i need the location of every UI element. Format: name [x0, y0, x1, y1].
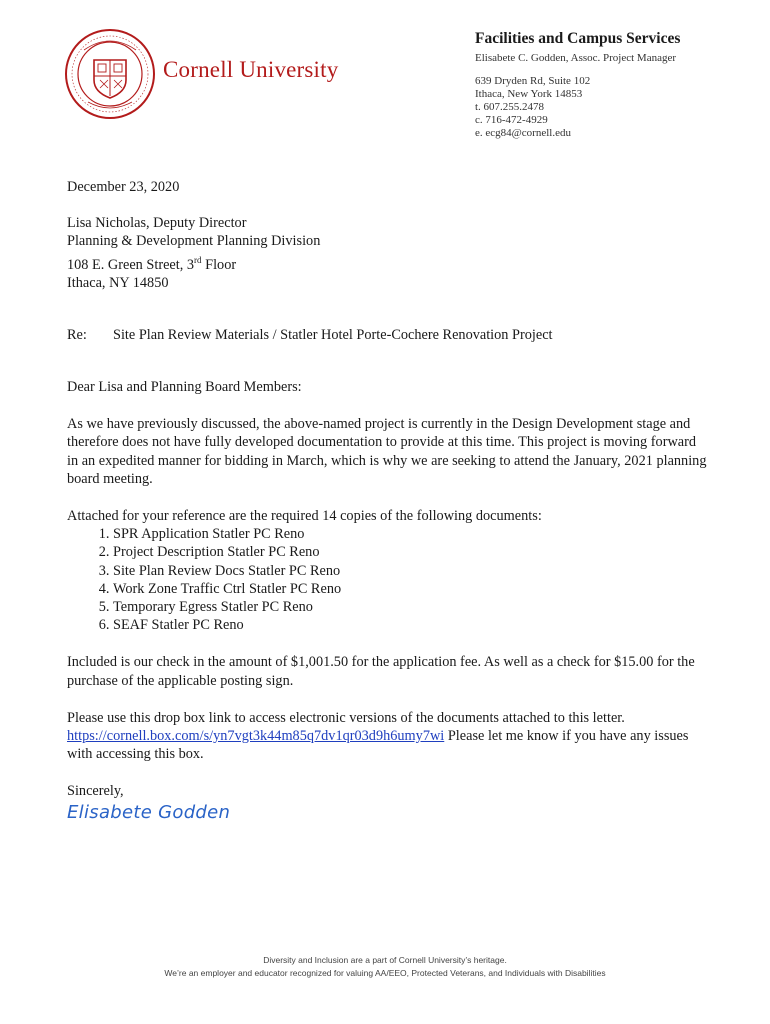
- paragraph-1: As we have previously discussed, the above-named project is currently in the Design Development stage and therefore does not have fully developed documentation to provide at this time. This project is moving forward in an expedited manner for bidding in March, which is why we are seeking to attend the January, 2021 planning board meeting.: [67, 416, 707, 487]
- list-item: 2. Project Description Statler PC Reno: [113, 543, 707, 561]
- address-line-1: 639 Dryden Rd, Suite 102: [475, 75, 591, 87]
- cell-phone: c. 716-472-4929: [475, 114, 548, 126]
- letter-date: December 23, 2020: [67, 179, 180, 195]
- list-item: 3. Site Plan Review Docs Statler PC Reno: [113, 562, 707, 580]
- list-item: 6. SEAF Statler PC Reno: [113, 616, 707, 634]
- recipient-line-4: Ithaca, NY 14850: [67, 274, 169, 291]
- list-item: 1. SPR Application Statler PC Reno: [113, 525, 707, 543]
- letter-body: [67, 178, 707, 822]
- paragraph-4: Please use this drop box link to access electronic versions of the documents attached to this letter. https://cornell.box.com/s/yn7vgt3k44m85q7dv1qr03d9h6umy7wi Please let me know if you have any issues with accessing this box.: [67, 709, 689, 763]
- cornell-wordmark: Cornell University: [163, 57, 339, 82]
- paragraph-3: Included is our check in the amount of $1,001.50 for the application fee. As well as a check for $15.00 for the purchase of the applicable posting sign.: [67, 654, 695, 689]
- department-name: Facilities and Campus Services: [475, 30, 681, 47]
- box-link[interactable]: https://cornell.box.com/s/yn7vgt3k44m85q7dv1qr03d9h6umy7wi: [67, 728, 445, 745]
- signature: Elisabete Godden: [67, 801, 231, 823]
- re-text: Site Plan Review Materials / Statler Hotel Porte-Cochere Renovation Project: [113, 326, 553, 343]
- re-label: Re:: [67, 326, 87, 343]
- subject-line: [67, 326, 707, 344]
- address-line-2: Ithaca, New York 14853: [475, 88, 583, 100]
- sender-block: [475, 30, 765, 140]
- footer: [0, 954, 770, 980]
- recipient-line-1: Lisa Nicholas, Deputy Director: [67, 215, 247, 232]
- list-item: 5. Temporary Egress Statler PC Reno: [113, 598, 707, 616]
- paragraph-2-intro: Attached for your reference are the required 14 copies of the following documents:: [67, 508, 542, 524]
- recipient-line-2: Planning & Development Planning Division: [67, 233, 321, 250]
- list-item: 4. Work Zone Traffic Ctrl Statler PC Reno: [113, 580, 707, 598]
- footer-line-2: We’re an employer and educator recognized for valuing AA/EEO, Protected Veterans, and Individuals with Disabilities: [164, 968, 606, 978]
- footer-line-1: Diversity and Inclusion are a part of Cornell University’s heritage.: [263, 955, 507, 965]
- recipient-line-3: 108 E. Green Street, 3rd Floor: [67, 254, 237, 273]
- email[interactable]: e. ecg84@cornell.edu: [475, 127, 571, 139]
- phone: t. 607.255.2478: [475, 101, 545, 113]
- sender-title: Elisabete C. Godden, Assoc. Project Manager: [475, 52, 677, 64]
- closing: Sincerely,: [67, 783, 124, 800]
- salutation: Dear Lisa and Planning Board Members:: [67, 378, 302, 395]
- cornell-seal-logo: [64, 28, 156, 120]
- sender-contact: [475, 75, 765, 140]
- documents-list: [67, 525, 707, 634]
